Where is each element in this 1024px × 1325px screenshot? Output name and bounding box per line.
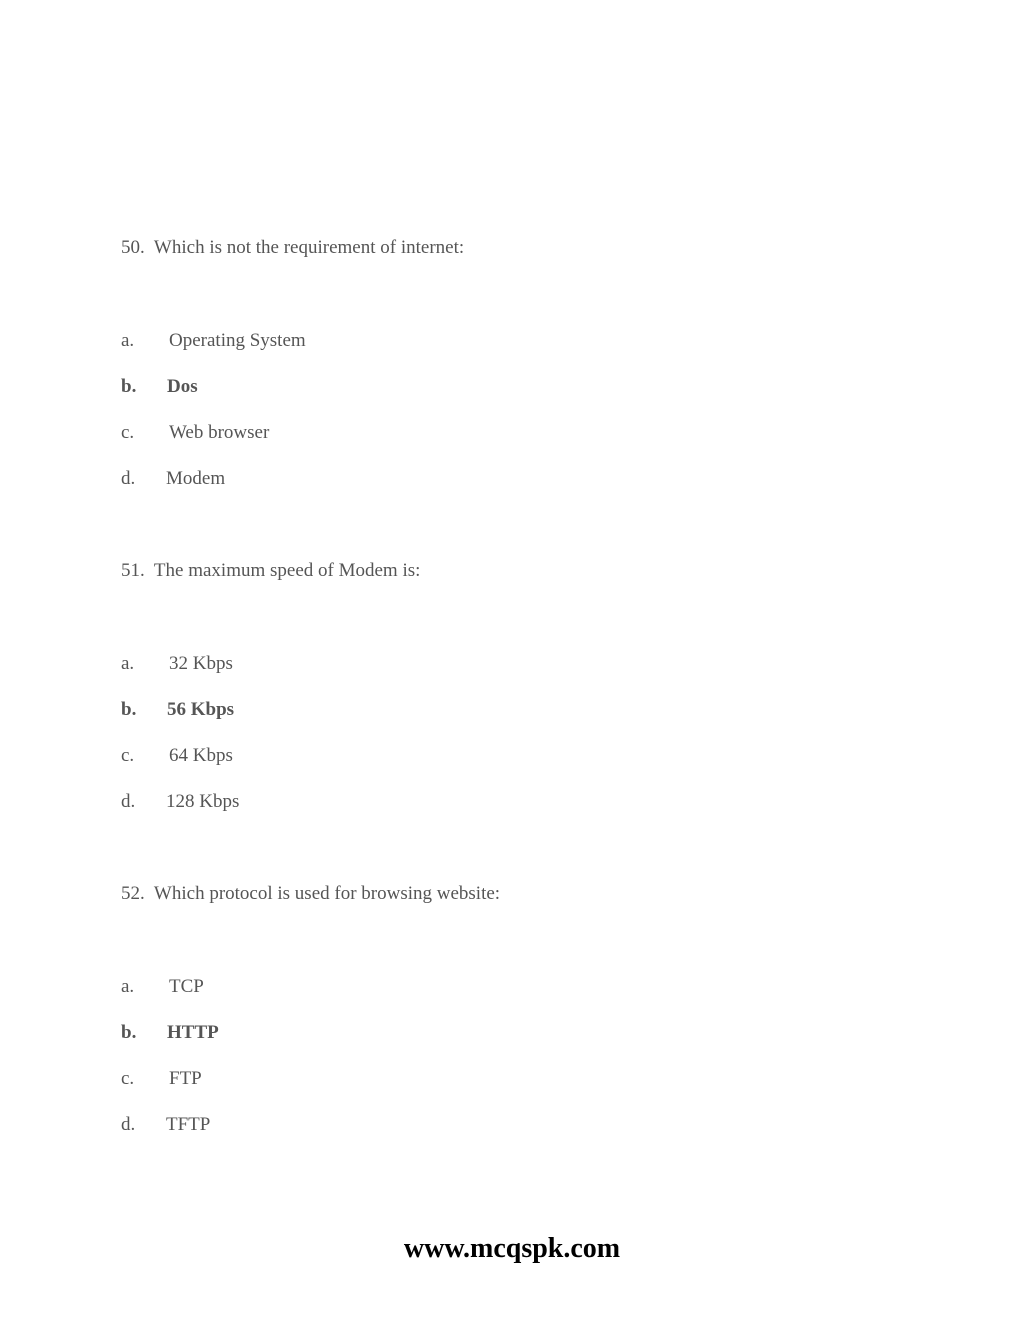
option-letter: d. [121, 468, 136, 489]
option-text: 32 Kbps [169, 653, 233, 674]
option-letter: c. [121, 422, 135, 443]
option-text: 128 Kbps [166, 791, 240, 812]
option-letter: a. [121, 330, 135, 351]
option-letter: b. [121, 376, 137, 397]
option-text: FTP [169, 1068, 202, 1089]
option-letter: a. [121, 653, 135, 674]
option-text: Web browser [169, 422, 270, 443]
option-text: 64 Kbps [169, 745, 233, 766]
option-text: TCP [169, 976, 204, 997]
option-text: HTTP [167, 1022, 219, 1043]
footer-website: www.mcqspk.com [403, 1233, 621, 1264]
question-number: 52. [121, 883, 145, 904]
question-number: 51. [121, 560, 145, 581]
question-text: Which is not the requirement of internet: [153, 237, 465, 258]
option-letter: a. [121, 976, 135, 997]
question-51 [121, 560, 420, 582]
option-letter: b. [121, 1022, 137, 1043]
option-text: Operating System [169, 330, 306, 351]
option-text: Modem [166, 468, 226, 489]
option-letter: d. [121, 1114, 136, 1135]
question-number: 50. [121, 237, 145, 258]
option-letter: d. [121, 791, 136, 812]
option-text: TFTP [166, 1114, 211, 1135]
option-letter: c. [121, 1068, 135, 1089]
question-text: The maximum speed of Modem is: [153, 560, 421, 581]
option-text: 56 Kbps [167, 699, 235, 720]
option-text: Dos [167, 376, 198, 397]
option-letter: c. [121, 745, 135, 766]
question-52 [121, 883, 500, 905]
option-letter: b. [121, 699, 137, 720]
question-50 [121, 237, 464, 259]
question-text: Which protocol is used for browsing website: [153, 883, 501, 904]
